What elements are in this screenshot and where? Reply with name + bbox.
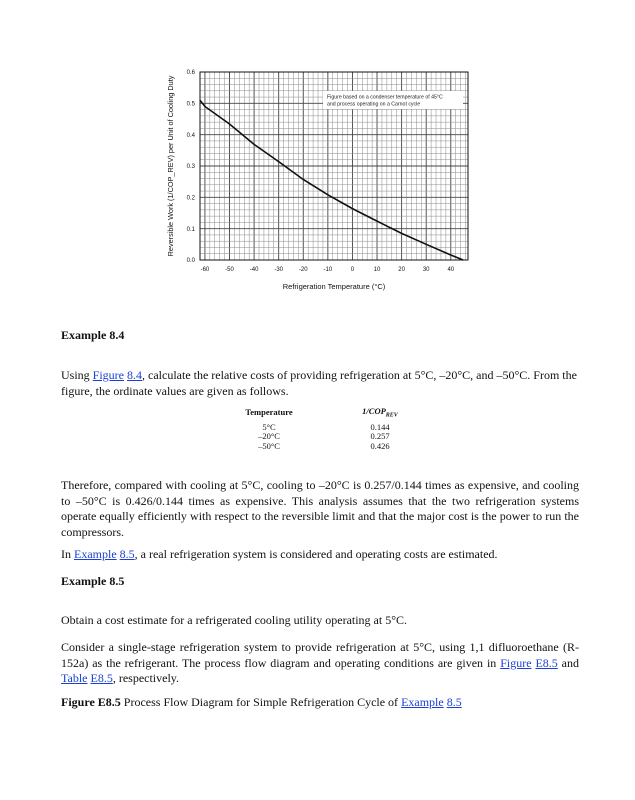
figure-link[interactable]: Figure: [92, 368, 125, 382]
text-run: and: [557, 655, 580, 670]
column-gap: [302, 442, 350, 452]
table-cell-value: 0.144: [370, 421, 390, 432]
table-link[interactable]: Table: [61, 671, 88, 685]
in-example-paragraph: [61, 547, 579, 563]
x-tick-label: -60: [200, 267, 210, 273]
y-tick-labels: [187, 70, 196, 264]
example-8-4-paragraph: [61, 368, 579, 399]
table-header-row: [236, 406, 410, 423]
example-8-4-heading: Example 8.4: [61, 328, 125, 342]
cop-chart: [160, 60, 480, 300]
x-tick-label: 10: [373, 267, 381, 273]
example-8-5-heading: Example 8.5: [61, 574, 125, 588]
column-header-cop: [350, 406, 410, 423]
y-axis-label: Reversible Work (1/COP_REV) per Unit of Cooling Duty: [166, 75, 175, 257]
figure-number-link[interactable]: E8.5: [535, 655, 558, 670]
x-tick-label: 40: [447, 267, 455, 273]
x-tick-label: -40: [249, 267, 259, 273]
table-cell-temperature: 5°C: [262, 421, 276, 432]
figure-caption: [61, 695, 579, 711]
column-header-cop-text: 1/COP: [362, 406, 386, 416]
table-row: [236, 442, 410, 452]
y-tick-label: 0.4: [186, 132, 195, 139]
text-run: , calculate the relative costs of providing refrigeration at 5°C, –20°C, and –50°C. From the figure, the ordinate values are given as follows.: [61, 368, 577, 398]
y-tick-label: 0.0: [186, 258, 195, 265]
x-tick-label: -30: [274, 267, 284, 273]
example-8-5-paragraph: [61, 640, 579, 687]
y-tick-label: 0.6: [186, 70, 195, 77]
x-tick-label: 30: [422, 267, 430, 273]
example-link[interactable]: Example: [74, 547, 117, 561]
y-tick-label: 0.2: [186, 195, 195, 202]
figure-number-link[interactable]: 8.4: [127, 368, 143, 382]
x-tick-label: 20: [398, 267, 405, 273]
text-run: , a real refrigeration system is considered and operating costs are estimated.: [134, 547, 498, 561]
cop-chart-svg: [160, 60, 480, 300]
example-number-link[interactable]: 8.5: [446, 695, 462, 709]
example-8-5-intro: Obtain a cost estimate for a refrigerated cooling utility operating at 5°C.: [61, 613, 408, 627]
text-run: Using: [61, 368, 93, 382]
text-run: Consider a single-stage refrigeration system to provide refrigeration at 5°C, using 1,1 difluoroethane (R-152a) as the refrigerant. The process flow diagram and operating conditions are given in: [61, 640, 579, 670]
figure-link[interactable]: Figure: [500, 655, 532, 670]
x-tick-label: -50: [225, 267, 234, 273]
annotation-line-1: Figure based on a condenser temperature of 45°C: [327, 94, 443, 101]
caption-label: Figure E8.5: [61, 695, 121, 709]
example-link[interactable]: Example: [401, 695, 444, 709]
column-header-cop-subscript: REV: [385, 412, 398, 419]
y-tick-label: 0.1: [186, 226, 195, 233]
x-tick-label: -10: [323, 267, 333, 273]
x-axis-label: Refrigeration Temperature (°C): [282, 282, 386, 291]
therefore-paragraph: Therefore, compared with cooling at 5°C, cooling to –20°C is 0.257/0.144 times as expensive, and cooling to –50°C is 0.426/0.144 times as expensive. This analysis assumes that the two refrigeration systems operate equally efficiently with respect to the reversible limit and that the major cost is the power to run the compressors.: [61, 478, 579, 539]
y-tick-label: 0.3: [186, 164, 195, 171]
column-header-temperature: Temperature: [245, 407, 293, 418]
column-gap: [302, 406, 350, 423]
cop-values-table: [236, 406, 410, 451]
column-gap: [302, 432, 350, 442]
table-cell-temperature: –20°C: [258, 431, 280, 442]
annotation-line-2: and process operating on a Carnot cycle: [327, 101, 421, 108]
table-cell-value: 0.257: [370, 431, 390, 442]
table-number-link[interactable]: E8.5: [90, 671, 113, 685]
example-number-link[interactable]: 8.5: [119, 547, 135, 561]
text-run: In: [61, 547, 74, 561]
column-gap: [302, 423, 350, 433]
y-tick-label: 0.5: [186, 101, 195, 108]
x-tick-labels: [201, 267, 455, 273]
text-run: , respectively.: [112, 671, 180, 685]
x-tick-label: 0: [350, 267, 355, 273]
caption-text: Process Flow Diagram for Simple Refrigeration Cycle of: [120, 695, 402, 709]
x-tick-label: -20: [298, 267, 308, 273]
table-cell-temperature: –50°C: [258, 440, 280, 451]
table-cell-value: 0.426: [370, 440, 390, 451]
